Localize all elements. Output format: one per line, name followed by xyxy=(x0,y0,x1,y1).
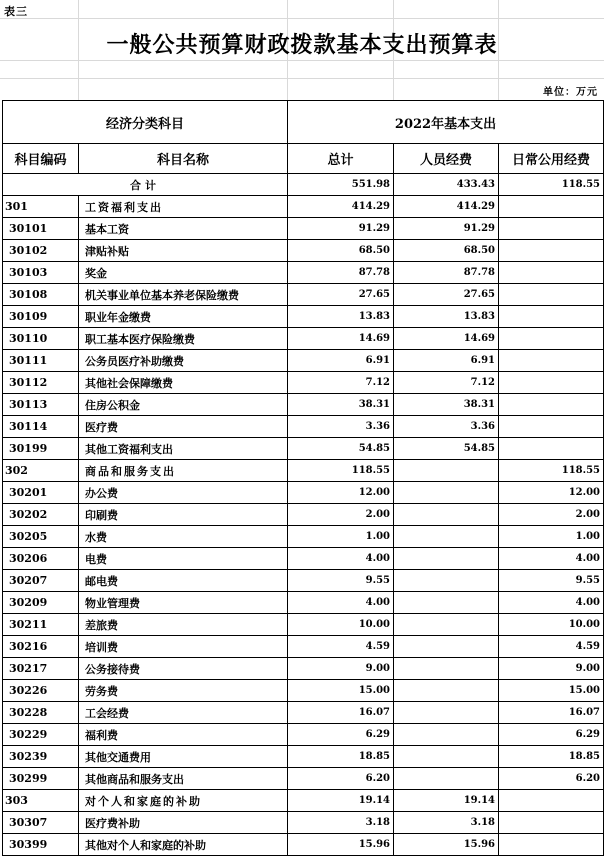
row-code: 30112 xyxy=(3,372,79,394)
row-public-use xyxy=(499,262,604,284)
row-public-use: 10.00 xyxy=(499,614,604,636)
row-code: 30199 xyxy=(3,438,79,460)
row-code: 30103 xyxy=(3,262,79,284)
row-total: 91.29 xyxy=(288,218,394,240)
row-personnel xyxy=(394,504,499,526)
row-public-use: 2.00 xyxy=(499,504,604,526)
row-personnel: 54.85 xyxy=(394,438,499,460)
row-public-use xyxy=(499,416,604,438)
table-row xyxy=(3,548,604,570)
row-name: 职工基本医疗保险缴费 xyxy=(79,328,288,350)
row-code: 30217 xyxy=(3,658,79,680)
row-personnel: 19.14 xyxy=(394,790,499,812)
row-total: 19.14 xyxy=(288,790,394,812)
table-row xyxy=(3,570,604,592)
row-name: 公务接待费 xyxy=(79,658,288,680)
total-total: 551.98 xyxy=(288,174,394,196)
header-code: 科目编码 xyxy=(3,144,79,174)
row-total: 4.00 xyxy=(288,548,394,570)
table-body xyxy=(3,174,604,856)
row-total: 54.85 xyxy=(288,438,394,460)
row-code: 30307 xyxy=(3,812,79,834)
row-public-use xyxy=(499,438,604,460)
table-row xyxy=(3,746,604,768)
table-row xyxy=(3,724,604,746)
row-public-use: 18.85 xyxy=(499,746,604,768)
table-row xyxy=(3,482,604,504)
row-public-use xyxy=(499,350,604,372)
row-name: 福利费 xyxy=(79,724,288,746)
table-number-label: 表三 xyxy=(4,5,28,18)
row-public-use: 118.55 xyxy=(499,460,604,482)
header-name: 科目名称 xyxy=(79,144,288,174)
row-name: 工会经费 xyxy=(79,702,288,724)
row-name: 对个人和家庭的补助 xyxy=(79,790,288,812)
gridline xyxy=(0,60,604,61)
row-name: 医疗费补助 xyxy=(79,812,288,834)
header-public-use: 日常公用经费 xyxy=(499,144,604,174)
row-personnel: 38.31 xyxy=(394,394,499,416)
row-personnel xyxy=(394,768,499,790)
row-name: 其他社会保障缴费 xyxy=(79,372,288,394)
table-row xyxy=(3,284,604,306)
row-total: 4.00 xyxy=(288,592,394,614)
row-code: 30299 xyxy=(3,768,79,790)
table-row xyxy=(3,614,604,636)
row-name: 工资福利支出 xyxy=(79,196,288,218)
row-public-use: 6.20 xyxy=(499,768,604,790)
table-row xyxy=(3,526,604,548)
row-code: 30109 xyxy=(3,306,79,328)
row-name: 劳务费 xyxy=(79,680,288,702)
table-row xyxy=(3,834,604,856)
table-row xyxy=(3,658,604,680)
row-public-use: 9.55 xyxy=(499,570,604,592)
row-code: 30229 xyxy=(3,724,79,746)
row-public-use: 15.00 xyxy=(499,680,604,702)
row-personnel xyxy=(394,746,499,768)
row-code: 30111 xyxy=(3,350,79,372)
row-code: 30102 xyxy=(3,240,79,262)
row-name: 邮电费 xyxy=(79,570,288,592)
table-row xyxy=(3,592,604,614)
table-row xyxy=(3,240,604,262)
header-personnel: 人员经费 xyxy=(394,144,499,174)
row-code: 30202 xyxy=(3,504,79,526)
table-row xyxy=(3,306,604,328)
row-code: 30211 xyxy=(3,614,79,636)
row-code: 303 xyxy=(3,790,79,812)
gridline xyxy=(0,18,604,19)
header-row-top xyxy=(3,101,604,144)
gridline xyxy=(0,78,604,79)
table-row xyxy=(3,702,604,724)
row-public-use xyxy=(499,834,604,856)
row-personnel: 7.12 xyxy=(394,372,499,394)
total-row xyxy=(3,174,604,196)
row-personnel: 3.36 xyxy=(394,416,499,438)
row-name: 商品和服务支出 xyxy=(79,460,288,482)
row-name: 其他对个人和家庭的补助 xyxy=(79,834,288,856)
table-row xyxy=(3,768,604,790)
row-personnel xyxy=(394,526,499,548)
row-public-use xyxy=(499,218,604,240)
row-personnel: 15.96 xyxy=(394,834,499,856)
header-total: 总计 xyxy=(288,144,394,174)
row-name: 基本工资 xyxy=(79,218,288,240)
row-personnel xyxy=(394,680,499,702)
row-total: 68.50 xyxy=(288,240,394,262)
row-name: 电费 xyxy=(79,548,288,570)
row-name: 差旅费 xyxy=(79,614,288,636)
row-code: 30110 xyxy=(3,328,79,350)
row-personnel: 27.65 xyxy=(394,284,499,306)
total-public-use: 118.55 xyxy=(499,174,604,196)
row-name: 印刷费 xyxy=(79,504,288,526)
row-name: 其他工资福利支出 xyxy=(79,438,288,460)
row-code: 30201 xyxy=(3,482,79,504)
row-total: 87.78 xyxy=(288,262,394,284)
row-code: 30216 xyxy=(3,636,79,658)
row-public-use xyxy=(499,196,604,218)
row-total: 6.91 xyxy=(288,350,394,372)
row-code: 301 xyxy=(3,196,79,218)
row-personnel xyxy=(394,482,499,504)
row-total: 12.00 xyxy=(288,482,394,504)
table-row xyxy=(3,262,604,284)
row-public-use: 6.29 xyxy=(499,724,604,746)
row-total: 3.18 xyxy=(288,812,394,834)
row-total: 2.00 xyxy=(288,504,394,526)
row-total: 3.36 xyxy=(288,416,394,438)
row-code: 30114 xyxy=(3,416,79,438)
row-total: 1.00 xyxy=(288,526,394,548)
header-econ-class: 经济分类科目 xyxy=(3,101,288,144)
row-public-use: 1.00 xyxy=(499,526,604,548)
row-name: 住房公积金 xyxy=(79,394,288,416)
row-personnel xyxy=(394,658,499,680)
row-personnel: 6.91 xyxy=(394,350,499,372)
row-name: 办公费 xyxy=(79,482,288,504)
row-code: 30228 xyxy=(3,702,79,724)
row-personnel xyxy=(394,548,499,570)
table-row xyxy=(3,218,604,240)
row-personnel: 13.83 xyxy=(394,306,499,328)
row-code: 30108 xyxy=(3,284,79,306)
row-total: 14.69 xyxy=(288,328,394,350)
row-name: 其他交通费用 xyxy=(79,746,288,768)
row-personnel: 87.78 xyxy=(394,262,499,284)
table-row xyxy=(3,416,604,438)
row-personnel xyxy=(394,570,499,592)
row-total: 4.59 xyxy=(288,636,394,658)
row-public-use xyxy=(499,790,604,812)
table-row xyxy=(3,504,604,526)
row-total: 9.00 xyxy=(288,658,394,680)
row-total: 16.07 xyxy=(288,702,394,724)
row-total: 18.85 xyxy=(288,746,394,768)
row-total: 15.96 xyxy=(288,834,394,856)
row-total: 7.12 xyxy=(288,372,394,394)
row-personnel xyxy=(394,614,499,636)
row-name: 职业年金缴费 xyxy=(79,306,288,328)
total-personnel: 433.43 xyxy=(394,174,499,196)
row-code: 30226 xyxy=(3,680,79,702)
total-label: 合计 xyxy=(3,174,288,196)
row-public-use xyxy=(499,394,604,416)
row-personnel: 68.50 xyxy=(394,240,499,262)
row-total: 38.31 xyxy=(288,394,394,416)
budget-table xyxy=(2,100,604,856)
row-name: 水费 xyxy=(79,526,288,548)
row-public-use: 9.00 xyxy=(499,658,604,680)
row-personnel xyxy=(394,636,499,658)
table-row xyxy=(3,680,604,702)
category-row xyxy=(3,196,604,218)
table-row xyxy=(3,636,604,658)
table-row xyxy=(3,812,604,834)
row-name: 津贴补贴 xyxy=(79,240,288,262)
category-row xyxy=(3,790,604,812)
row-public-use: 4.00 xyxy=(499,548,604,570)
row-public-use: 16.07 xyxy=(499,702,604,724)
unit-label: 单位：万元 xyxy=(543,87,598,98)
header-year-basic: 2022年基本支出 xyxy=(288,101,604,144)
row-total: 13.83 xyxy=(288,306,394,328)
row-code: 30206 xyxy=(3,548,79,570)
header-row-columns xyxy=(3,144,604,174)
row-public-use: 4.59 xyxy=(499,636,604,658)
row-name: 公务员医疗补助缴费 xyxy=(79,350,288,372)
row-name: 医疗费 xyxy=(79,416,288,438)
table-row xyxy=(3,394,604,416)
row-total: 6.20 xyxy=(288,768,394,790)
row-total: 27.65 xyxy=(288,284,394,306)
row-total: 15.00 xyxy=(288,680,394,702)
row-total: 414.29 xyxy=(288,196,394,218)
row-code: 30239 xyxy=(3,746,79,768)
table-row xyxy=(3,372,604,394)
row-code: 30209 xyxy=(3,592,79,614)
table-row xyxy=(3,328,604,350)
row-public-use xyxy=(499,812,604,834)
row-personnel xyxy=(394,592,499,614)
row-personnel: 14.69 xyxy=(394,328,499,350)
row-public-use xyxy=(499,306,604,328)
row-code: 30399 xyxy=(3,834,79,856)
row-name: 物业管理费 xyxy=(79,592,288,614)
row-personnel: 414.29 xyxy=(394,196,499,218)
row-name: 其他商品和服务支出 xyxy=(79,768,288,790)
row-personnel xyxy=(394,460,499,482)
row-code: 30205 xyxy=(3,526,79,548)
row-total: 10.00 xyxy=(288,614,394,636)
row-total: 9.55 xyxy=(288,570,394,592)
row-total: 6.29 xyxy=(288,724,394,746)
row-personnel: 91.29 xyxy=(394,218,499,240)
row-name: 奖金 xyxy=(79,262,288,284)
row-personnel xyxy=(394,724,499,746)
page-title: 一般公共预算财政拨款基本支出预算表 xyxy=(106,32,498,58)
row-public-use xyxy=(499,328,604,350)
row-personnel xyxy=(394,702,499,724)
row-public-use xyxy=(499,372,604,394)
row-name: 培训费 xyxy=(79,636,288,658)
row-public-use xyxy=(499,284,604,306)
table-row xyxy=(3,350,604,372)
row-total: 118.55 xyxy=(288,460,394,482)
row-public-use xyxy=(499,240,604,262)
table-row xyxy=(3,438,604,460)
category-row xyxy=(3,460,604,482)
row-code: 302 xyxy=(3,460,79,482)
row-code: 30113 xyxy=(3,394,79,416)
row-public-use: 4.00 xyxy=(499,592,604,614)
row-personnel: 3.18 xyxy=(394,812,499,834)
row-code: 30207 xyxy=(3,570,79,592)
row-public-use: 12.00 xyxy=(499,482,604,504)
row-code: 30101 xyxy=(3,218,79,240)
row-name: 机关事业单位基本养老保险缴费 xyxy=(79,284,288,306)
